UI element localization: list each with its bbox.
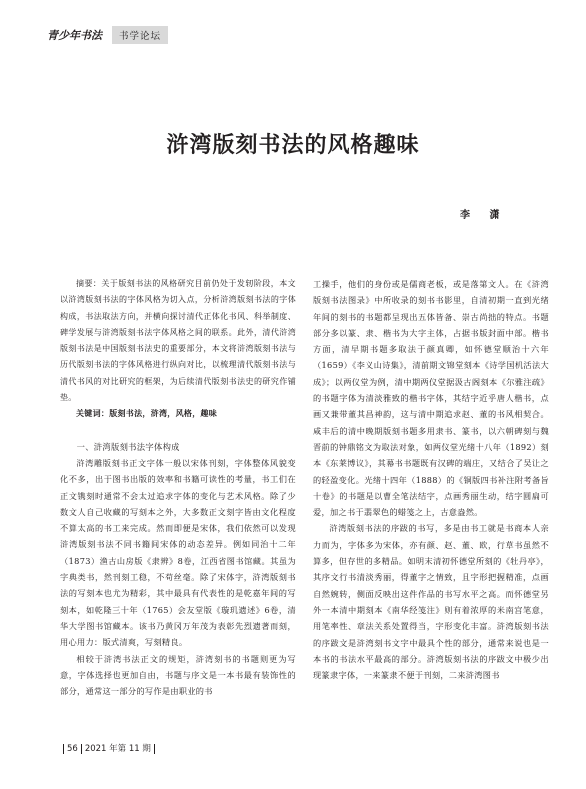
footer-divider	[63, 744, 64, 754]
body-paragraph: 浒湾雕版刻书正文字体一般以宋体刊刻，字体整体风貌变化不多，出于图书出版的效率和书籍可读性的考量，书工们在正文镌刻时通常不会太过追求字体的变化与艺术风格。除了少数文人自己收藏的写刻本之外，大多数正文刻字皆由文化程度不算太高的书工来完成。然而即便是宋体，我们依然可以发现浒湾版刻书法不同书籍间宋体的动态差异。例如同治十二年（1873）渔古山房版《隶辨》8卷，江西省图书馆藏。其虽为字典类书，然刊刻工稳，不苟丝毫。除了宋体字，浒湾版刻书法的写刻本也尤为精彩，其中最具有代表性的是乾嘉年间的写刻本，如乾隆三十年（1765）会友堂版《璇玑遗述》6卷，清华大学图书馆藏本。该书乃黄冈万年茂为表彰先烈遗著而刻，用心用力：版式清爽，写刻精良。	[60, 457, 296, 648]
left-column	[60, 276, 296, 699]
section-tag: 书学论坛	[112, 26, 168, 44]
right-column	[313, 276, 549, 683]
keywords: 关键词：版刻书法，浒湾，风格，趣味	[76, 409, 218, 419]
body-paragraph: 相较于浒湾书法正文的规矩，浒湾刻书的书题则更为写意，字体选择也更加自由，书题与序文是一本书最有装饰性的部分，通常这一部分的写作是由职业的书	[60, 653, 296, 697]
article-title: 浒湾版刻书法的风格趣味	[166, 133, 420, 158]
article-author: 李 潇	[460, 210, 508, 221]
footer-divider	[81, 744, 82, 754]
section-heading: 一、浒湾版刻书法字体构成	[76, 441, 180, 452]
body-paragraph: 浒湾版刻书法的序跋的书写，多是由书工就是书商本人亲力而为，字体多为宋体，亦有颜、赵、董、欧，行草书虽然不算多，但存世的多精品。如明末清初怀德堂所刻的《牡丹亭》，其序文行书清淡秀丽，得董字之情致，且字形把握精准，点画自然婉转，侧面反映出这件作品的书写水平之高。而怀德堂另外一本清中期刻本《南华经笺注》则有着浓厚的米南宫笔意，用笔率性、章法关系处置得当，字形变化丰富。浒湾版刻书法的序跋文是浒湾刻书文字中最具个性的部分，通常来说也是一本书的书法水平最高的部分。浒湾版刻书法的序跋文中极少出现篆隶字体，一来篆隶不便于刊刻，二来浒湾图书	[313, 523, 549, 681]
journal-logo: 青少年书法	[47, 29, 102, 42]
page-footer	[60, 742, 158, 754]
body-paragraph: 工操手，他们的身份或是儒商老板，或是落第文人。在《浒湾版刻书法图录》中所收录的刻书书影里，自清初期一直到光绪年间的刻书的书题都呈现出五体皆备、崇古尚拙的特点。书题部分多以篆、隶、楷书为大字主体，占据书版封面中部。楷书方面，清早期书题多取法于颜真卿，如怀德堂顺治十六年（1659）《李义山诗集》，清前期文锦堂刻本《诗学国机活法大成》；以两仪堂为例，清中期两仪堂据汲古阁刻本《尔雅注疏》的书题字体为清淡雅致的楷书字体，其结字近乎唐人楷书，点画又兼带董其昌神韵，这与清中期追求赵、董的书风相契合。咸丰后的清中晚期版刻书题多用隶书、篆书，以六朝碑刻与魏晋前的钟鼎铭文为取法对象，如两仪堂光绪十八年（1892）刻本《东莱博议》，其幕书书题既有汉碑的端庄，又结合了吴让之的轻盈变化。光绪十四年（1888）的《铜版四书补注附考备旨十卷》的书题是以曹全笔法结字，点画秀丽生动，结字圆扁可爱，加之书于翡翠色的蜡笺之上，古意盎然。	[313, 279, 549, 518]
footer-divider	[154, 744, 155, 754]
issue-label: 2021 年第 11 期	[84, 744, 151, 754]
masthead	[47, 26, 168, 44]
abstract: 摘要：关于版刻书法的风格研究目前仍处于发轫阶段，本文以浒湾版刻书法的字体风格为切入点，分析浒湾版刻书法的字体构成，书法取法方向，并横向探讨清代正体化书风、科举制度、碑学发展与浒湾版刻书法字体风格之间的联系。此外，清代浒湾版刻书法是中国版刻书法史的重要部分，本文将浒湾版刻书法与历代版刻书法的字体风格进行纵向对比，以梳理清代版刻书法与清代书风的对比研究的框架，为后续清代版刻书法史的研究作铺垫。	[60, 279, 296, 403]
page-number: 56	[67, 744, 78, 754]
